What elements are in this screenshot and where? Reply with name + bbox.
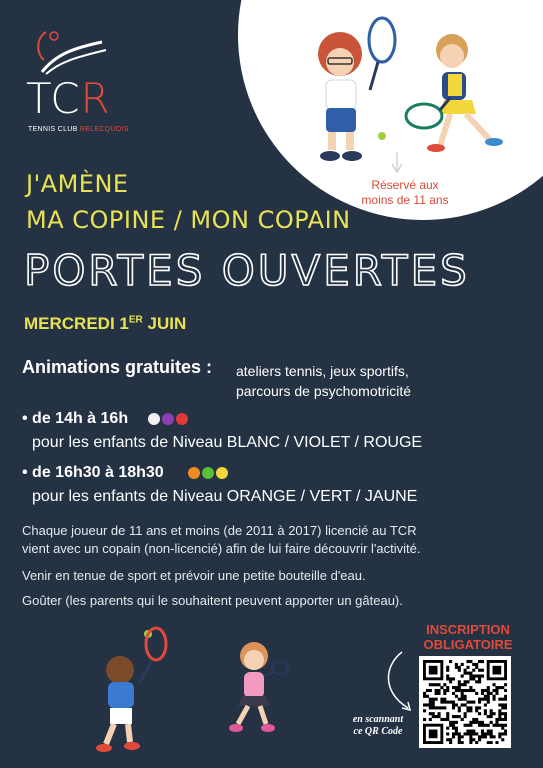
banner-title: PORTES OUVERTES: [24, 246, 470, 295]
session-2-time: • de 16h30 à 18h30: [22, 464, 164, 481]
session-1-time: • de 14h à 16h: [22, 410, 129, 427]
qr-code[interactable]: [419, 656, 511, 748]
animations-title: Animations gratuites :: [22, 357, 213, 377]
tennis-player-logo-icon: [32, 28, 112, 78]
animations-description: ateliers tennis, jeux sportifs, parcours de psychomotricité: [236, 363, 412, 399]
info-paragraph-1: Chaque joueur de 11 ans et moins (de 2011 à 2017) licencié au TCR vient avec un copain (non-licencié) afin de lui faire découvrir l'activité.: [22, 523, 421, 556]
qr-code-icon: [423, 660, 507, 744]
info-paragraph-3: Goûter (les parents qui le souhaitent peuvent apporter un gâteau).: [22, 593, 403, 608]
event-date: MERCREDI 1ER JUIN: [24, 314, 187, 333]
age-restriction-note: Réservé aux moins de 11 ans: [361, 178, 449, 207]
scan-instruction: en scannant ce QR Code: [352, 714, 404, 737]
headline-line-2: MA COPINE / MON COPAIN: [26, 206, 351, 234]
boy-tennis-illustration: [84, 624, 174, 758]
inscription-notice: INSCRIPTION OBLIGATOIRE: [423, 622, 513, 652]
ball-icon: [148, 413, 160, 425]
ball-icon: [176, 413, 188, 425]
ball-icon: [162, 413, 174, 425]
ball-icon: [188, 467, 200, 479]
session-2-ball-colors: [188, 467, 228, 479]
session-1-description: pour les enfants de Niveau BLANC / VIOLET / ROUGE: [32, 434, 423, 451]
kids-tennis-illustration: [300, 14, 530, 174]
info-paragraph-2: Venir en tenue de sport et prévoir une petite bouteille d'eau.: [22, 568, 366, 583]
session-2-description: pour les enfants de Niveau ORANGE / VERT / JAUNE: [32, 488, 418, 505]
ball-icon: [216, 467, 228, 479]
ball-icon: [202, 467, 214, 479]
session-1-ball-colors: [148, 413, 188, 425]
girl-tennis-illustration: [214, 640, 294, 736]
arrow-down-icon: [390, 152, 404, 174]
curved-arrow-icon: [380, 650, 420, 716]
headline-line-1: J'AMÈNE: [26, 170, 129, 198]
